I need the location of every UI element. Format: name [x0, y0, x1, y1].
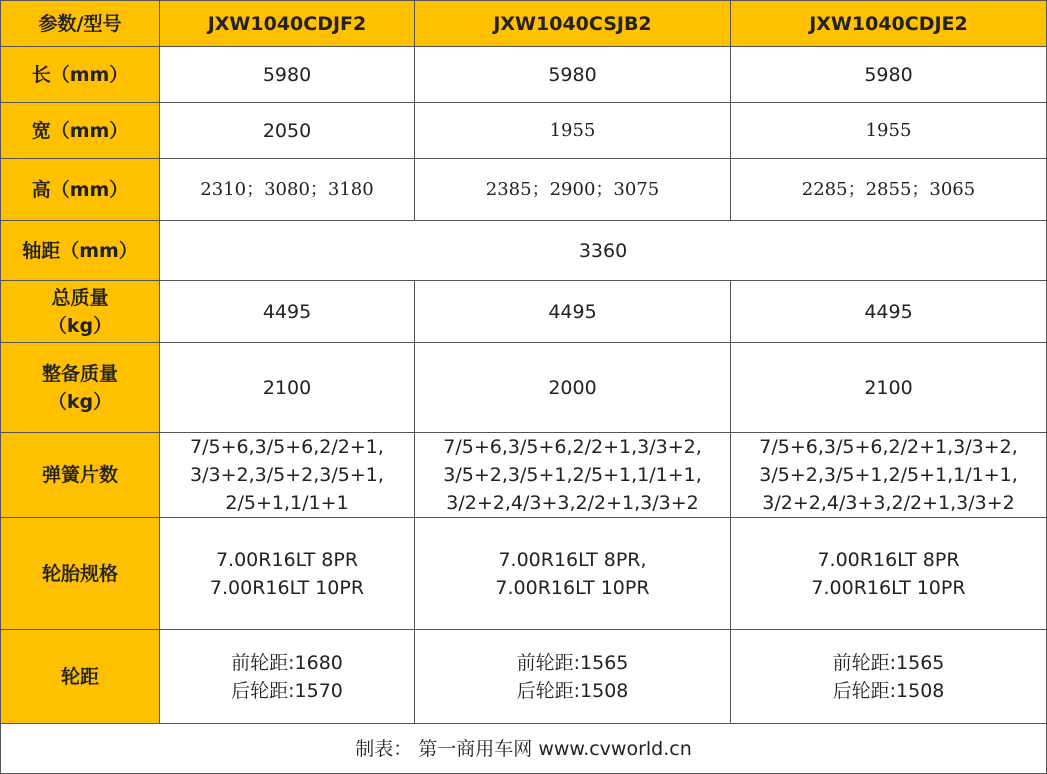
row-label-curb-mass: 整备质量 （kg） — [1, 343, 160, 433]
row-label-length: 长（mm） — [1, 47, 160, 103]
header-param: 参数/型号 — [1, 1, 160, 47]
header-model-1: JXW1040CDJF2 — [160, 1, 415, 47]
table-row — [1, 159, 1047, 221]
cell-curb-mass-2: 2000 — [415, 343, 731, 433]
cell-length-1: 5980 — [160, 47, 415, 103]
cell-leaf-springs-2: 7/5+6,3/5+6,2/2+1,3/3+2, 3/5+2,3/5+1,2/5+1,1/1+1, 3/2+2,4/3+3,2/2+1,3/3+2 — [415, 433, 731, 518]
cell-track-3: 前轮距:1565 后轮距:1508 — [731, 630, 1047, 724]
cell-height-1: 2310；3080；3180 — [160, 159, 415, 221]
row-label-wheelbase: 轴距（mm） — [1, 221, 160, 281]
table-row — [1, 281, 1047, 343]
header-model-2: JXW1040CSJB2 — [415, 1, 731, 47]
cell-length-3: 5980 — [731, 47, 1047, 103]
header-row — [1, 1, 1047, 47]
cell-height-3: 2285；2855；3065 — [731, 159, 1047, 221]
footer-row — [1, 724, 1047, 774]
cell-width-2: 1955 — [415, 103, 731, 159]
cell-tires-1: 7.00R16LT 8PR 7.00R16LT 10PR — [160, 518, 415, 630]
table-row — [1, 221, 1047, 281]
cell-gross-mass-3: 4495 — [731, 281, 1047, 343]
table-row — [1, 433, 1047, 518]
cell-wheelbase: 3360 — [160, 221, 1047, 281]
row-label-leaf-springs: 弹簧片数 — [1, 433, 160, 518]
table-row — [1, 630, 1047, 724]
cell-gross-mass-2: 4495 — [415, 281, 731, 343]
cell-width-3: 1955 — [731, 103, 1047, 159]
row-label-height: 高（mm） — [1, 159, 160, 221]
row-label-width: 宽（mm） — [1, 103, 160, 159]
cell-leaf-springs-1: 7/5+6,3/5+6,2/2+1, 3/3+2,3/5+2,3/5+1, 2/5+1,1/1+1 — [160, 433, 415, 518]
cell-leaf-springs-3: 7/5+6,3/5+6,2/2+1,3/3+2, 3/5+2,3/5+1,2/5+1,1/1+1, 3/2+2,4/3+3,2/2+1,3/3+2 — [731, 433, 1047, 518]
table-footer: 制表： 第一商用车网 www.cvworld.cn — [1, 724, 1047, 774]
cell-curb-mass-3: 2100 — [731, 343, 1047, 433]
row-label-track: 轮距 — [1, 630, 160, 724]
cell-height-2: 2385；2900；3075 — [415, 159, 731, 221]
cell-tires-3: 7.00R16LT 8PR 7.00R16LT 10PR — [731, 518, 1047, 630]
cell-width-1: 2050 — [160, 103, 415, 159]
cell-length-2: 5980 — [415, 47, 731, 103]
cell-track-2: 前轮距:1565 后轮距:1508 — [415, 630, 731, 724]
cell-tires-2: 7.00R16LT 8PR, 7.00R16LT 10PR — [415, 518, 731, 630]
row-label-tires: 轮胎规格 — [1, 518, 160, 630]
cell-track-1: 前轮距:1680 后轮距:1570 — [160, 630, 415, 724]
header-model-3: JXW1040CDJE2 — [731, 1, 1047, 47]
table-row — [1, 343, 1047, 433]
table-row — [1, 47, 1047, 103]
cell-gross-mass-1: 4495 — [160, 281, 415, 343]
table-row — [1, 103, 1047, 159]
row-label-gross-mass: 总质量 （kg） — [1, 281, 160, 343]
cell-curb-mass-1: 2100 — [160, 343, 415, 433]
table-row — [1, 518, 1047, 630]
